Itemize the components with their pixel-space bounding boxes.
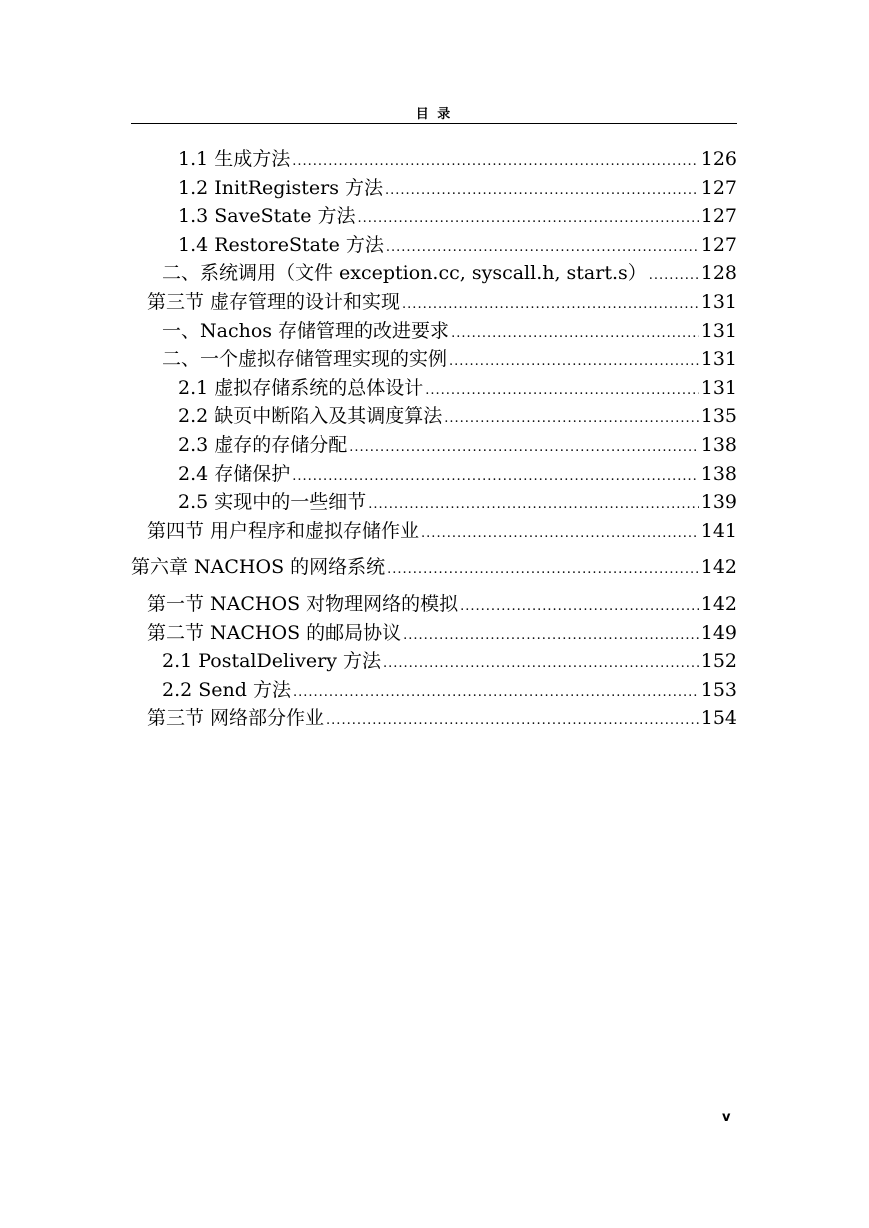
toc-entry[interactable] [131,258,737,287]
toc-entry-page: 128 [700,262,737,285]
toc-entry-page: 127 [700,205,737,228]
dot-leader [421,526,699,541]
toc-entry-label: 2.2 缺页中断陷入及其调度算法 [178,405,443,428]
toc-entry[interactable] [131,373,737,402]
dot-leader [449,354,699,369]
dot-leader [649,268,699,283]
toc-entry-label: 2.3 虚存的存储分配 [178,433,348,456]
toc-entry-page: 131 [700,348,737,371]
toc-entry[interactable] [131,173,737,202]
toc-entry[interactable] [131,589,737,618]
header-rule [131,123,737,124]
toc-entry[interactable] [131,516,737,545]
toc-entry-page: 127 [700,233,737,256]
toc-entry[interactable] [131,287,737,316]
toc-entry-label: 1.4 RestoreState 方法 [178,233,384,256]
toc-entry[interactable] [131,703,737,732]
toc-entry-label: 2.2 Send 方法 [162,678,291,701]
dot-leader [383,656,699,671]
toc-entry-label: 二、一个虚拟存储管理实现的实例 [162,348,448,371]
toc-entry-label: 第二节 NACHOS 的邮局协议 [147,621,402,644]
toc-entry-page: 131 [700,290,737,313]
dot-leader [292,154,698,169]
dot-leader [386,240,699,255]
toc-entry-label: 第四节 用户程序和虚拟存储作业 [147,519,420,542]
dot-leader [385,183,699,198]
toc-entry-label: 第三节 网络部分作业 [147,707,325,730]
table-of-contents [131,144,737,732]
toc-entry-page: 142 [700,592,737,615]
toc-entry-page: 138 [700,462,737,485]
toc-entry-label: 2.1 PostalDelivery 方法 [162,650,381,673]
dot-leader [402,297,699,312]
toc-entry[interactable] [131,459,737,488]
toc-entry-page: 149 [700,621,737,644]
toc-entry-label: 1.2 InitRegisters 方法 [178,176,384,199]
dot-leader [444,411,698,426]
toc-entry-label: 第一节 NACHOS 对物理网络的模拟 [147,592,459,615]
toc-entry-page: 154 [700,707,737,730]
dot-leader [292,469,698,484]
toc-entry-page: 138 [700,433,737,456]
dot-leader [368,497,698,512]
dot-leader [460,599,699,614]
toc-entry-label: 第六章 NACHOS 的网络系统 [131,556,386,579]
toc-entry-page: 126 [700,148,737,170]
dot-leader [293,685,699,700]
toc-entry-label: 2.1 虚拟存储系统的总体设计 [178,376,424,399]
toc-entry-page: 127 [700,176,737,199]
toc-entry[interactable] [131,646,737,675]
toc-entry[interactable] [131,675,737,704]
toc-entry-page: 141 [700,519,737,542]
dot-leader [451,326,699,341]
toc-entry-label: 一、Nachos 存储管理的改进要求 [162,319,450,342]
toc-entry[interactable] [131,430,737,459]
toc-chapter-entry[interactable] [131,552,737,581]
dot-leader [425,383,698,398]
toc-entry-label: 1.3 SaveState 方法 [178,205,356,228]
toc-entry-page: 131 [700,376,737,399]
toc-entry-label: 2.5 实现中的一些细节 [178,491,367,514]
toc-entry[interactable] [131,344,737,373]
toc-entry-label: 二、系统调用（文件 exception.cc, syscall.h, start.s） [162,262,647,285]
dot-leader [349,440,698,455]
toc-entry[interactable] [131,401,737,430]
toc-entry-label: 2.4 存储保护 [178,462,291,485]
toc-entry[interactable] [131,316,737,345]
page-header: 目 录 [415,107,453,122]
toc-entry[interactable] [131,144,737,173]
toc-entry-label: 第三节 虚存管理的设计和实现 [147,290,401,313]
toc-entry[interactable] [131,618,737,647]
dot-leader [357,211,698,226]
toc-entry-page: 142 [700,556,737,579]
toc-entry-label: 1.1 生成方法 [178,148,291,170]
dot-leader [326,713,699,728]
toc-entry[interactable] [131,487,737,516]
toc-entry[interactable] [131,230,737,259]
toc-entry-page: 131 [700,319,737,342]
toc-entry[interactable] [131,201,737,230]
dot-leader [387,562,699,577]
toc-entry-page: 153 [700,678,737,701]
page-number: v [722,1110,731,1125]
toc-entry-page: 135 [700,405,737,428]
dot-leader [403,628,699,643]
toc-entry-page: 139 [700,491,737,514]
toc-entry-page: 152 [700,650,737,673]
